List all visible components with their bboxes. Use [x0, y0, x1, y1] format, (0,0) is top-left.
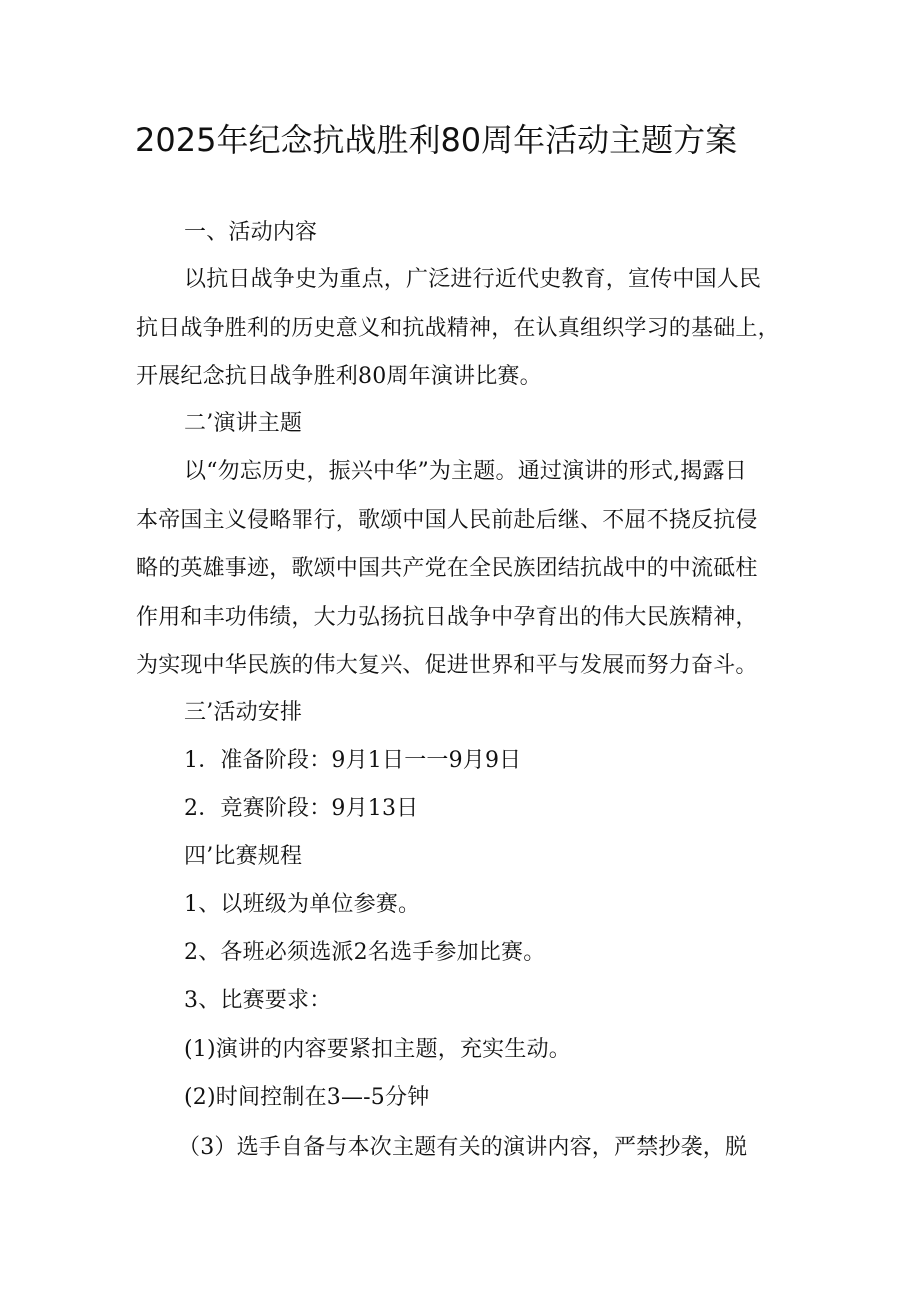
paragraph-line: 以“勿忘历史，振兴中华”为主题。通过演讲的形式,揭露日: [184, 459, 747, 484]
paragraph-line: 开展纪念抗日战争胜利80周年演讲比赛。: [136, 364, 542, 389]
schedule-item: 2．竞赛阶段：9月13日: [184, 796, 419, 821]
paragraph-line: 抗日战争胜利的历史意义和抗战精神，在认真组织学习的基础上，: [136, 316, 780, 341]
rule-item: 1、以班级为单位参赛。: [184, 892, 421, 917]
rule-item: 2、各班必须选派2名选手参加比赛。: [184, 940, 546, 965]
paragraph-line: 作用和丰功伟绩，大力弘扬抗日战争中孕育出的伟大民族精神，: [136, 605, 758, 630]
section-heading-rules: 四’比赛规程: [184, 844, 303, 869]
rule-item: 3、比赛要求：: [184, 988, 332, 1013]
paragraph-line: 略的英雄事迹，歌颂中国共产党在全民族团结抗战中的中流砥柱: [136, 556, 758, 581]
requirement-item: (2)时间控制在3—-5分钟: [184, 1085, 430, 1110]
requirement-item: （3）选手自备与本次主题有关的演讲内容，严禁抄袭，脱: [178, 1135, 748, 1160]
paragraph-line: 为实现中华民族的伟大复兴、促进世界和平与发展而努力奋斗。: [136, 653, 758, 678]
section-heading-schedule: 三’活动安排: [184, 700, 303, 725]
requirement-item: (1)演讲的内容要紧扣主题，充实生动。: [184, 1037, 571, 1062]
schedule-item: 1．准备阶段：9月1日一一9月9日: [184, 748, 522, 773]
document-title: 2025年纪念抗战胜利80周年活动主题方案: [135, 121, 738, 159]
section-heading-speech-theme: 二’演讲主题: [184, 411, 303, 436]
paragraph-line: 以抗日战争史为重点，广泛进行近代史教育，宣传中国人民: [184, 267, 762, 292]
paragraph-line: 本帝国主义侵略罪行，歌颂中国人民前赴后继、不屈不挠反抗侵: [136, 508, 758, 533]
section-heading-activity-content: 一、活动内容: [184, 220, 318, 245]
